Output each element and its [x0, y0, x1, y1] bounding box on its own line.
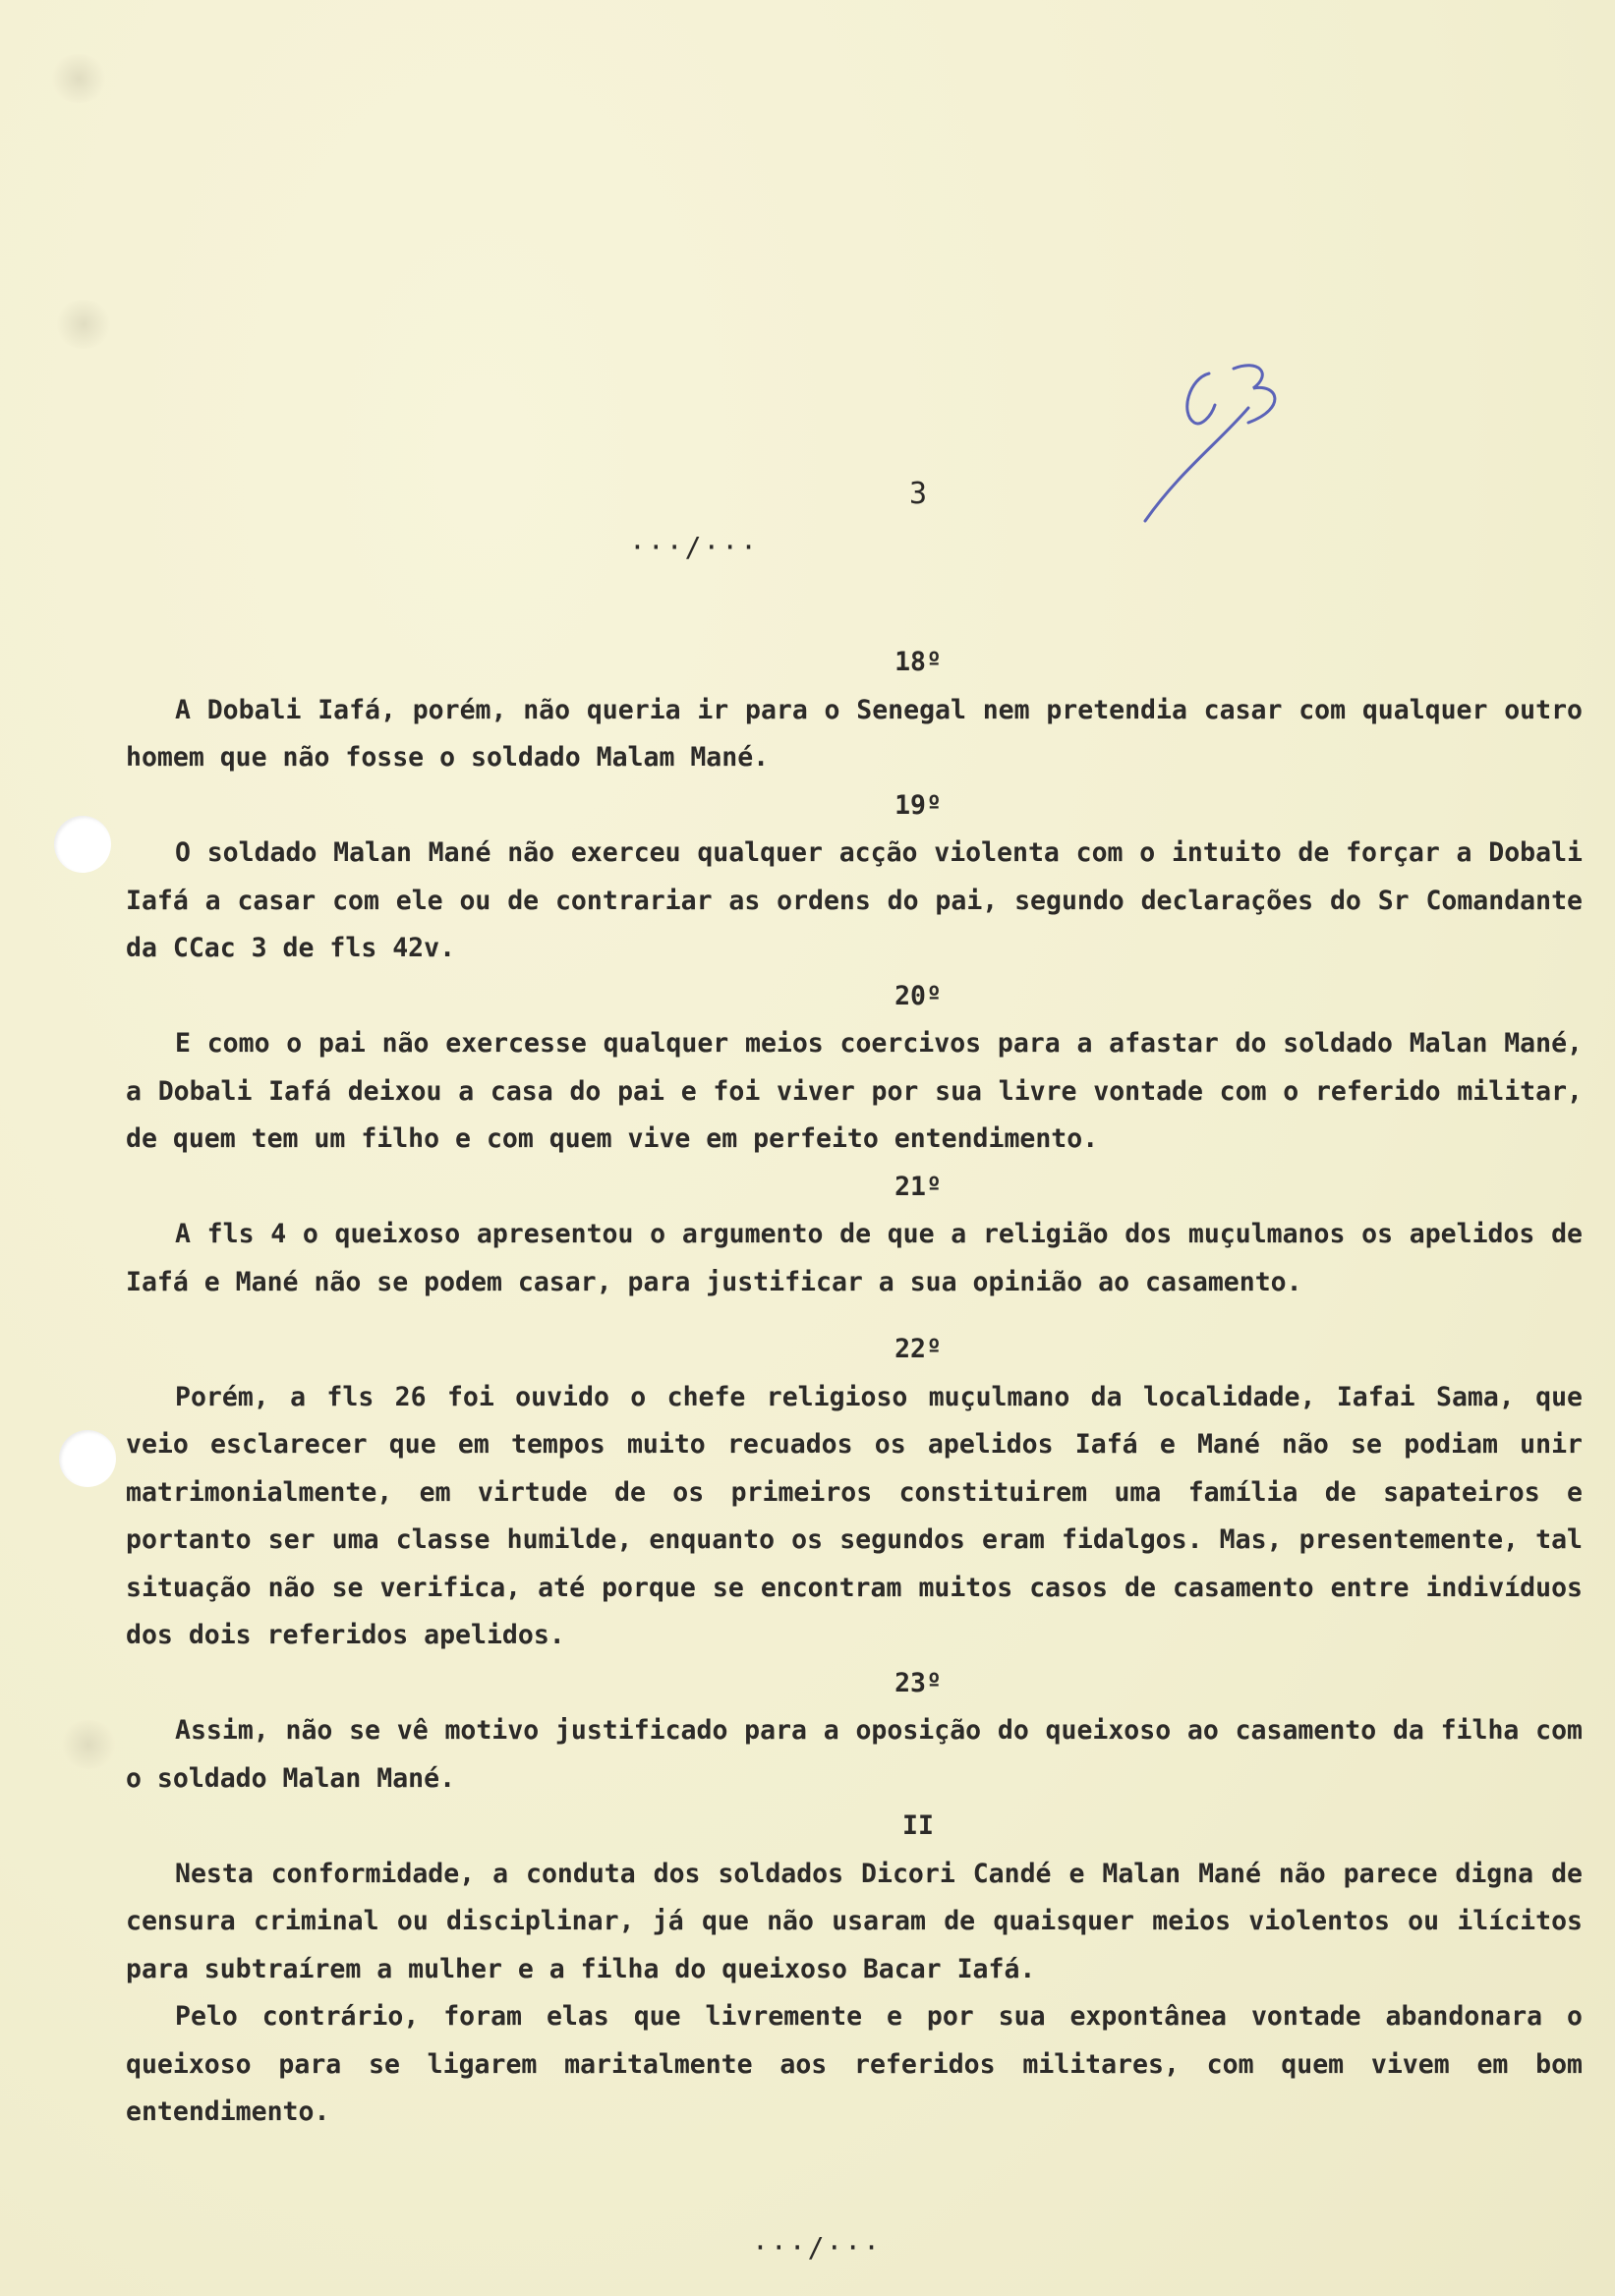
section-heading: 20º — [894, 980, 942, 1011]
paragraph: A fls 4 o queixoso apresentou o argumento de que a religião dos muçulmanos os apelidos de Iafá e Mané não se podem casar, para justificar a sua opinião ao casamento. — [126, 1219, 1583, 1297]
paragraph: E como o pai não exercesse qualquer meios coercivos para a afastar do soldado Malan Mané, a Dobali Iafá deixou a casa do pai e foi viver por sua livre vontade com o referido militar, de quem tem um filho e com quem vive em perfeito entendimento. — [126, 1028, 1583, 1154]
punch-hole — [59, 1430, 116, 1487]
section-23 — [126, 1660, 1583, 1804]
paragraph: A Dobali Iafá, porém, não queria ir para o Senegal nem pretendia casar com qualquer outro homem que não fosse o soldado Malam Mané. — [126, 694, 1583, 773]
paragraph: O soldado Malan Mané não exerceu qualquer acção violenta com o intuito de forçar a Dobali Iafá a casar com ele ou de contrariar as ordens do pai, segundo declarações do Sr Comandante da CCac 3 de fls 42v. — [126, 837, 1583, 963]
page-number: 3 — [909, 477, 928, 511]
section-heading: 18º — [894, 647, 942, 677]
paragraph: Nesta conformidade, a conduta dos soldados Dicori Candé e Malan Mané não parece digna de censura criminal ou disciplinar, já que não usaram de quaisquer meios violentos ou ilícitos para subtraírem a mulher e a filha do queixoso Bacar Iafá. — [126, 1858, 1583, 1984]
continuation-mark-top: ···/··· — [629, 531, 760, 563]
section-21 — [126, 1164, 1583, 1307]
continuation-mark-bottom: ···/··· — [752, 2231, 883, 2264]
punch-hole — [54, 816, 111, 873]
paper-stain — [54, 300, 113, 349]
section-19 — [126, 782, 1583, 973]
section-heading: 23º — [894, 1667, 942, 1698]
paper-stain — [59, 1720, 118, 1769]
paragraph: Porém, a fls 26 foi ouvido o chefe religioso muçulmano da localidade, Iafai Sama, que veio esclarecer que em tempos muito recuados os apelidos Iafá e Mané não se podiam unir matrimonialmente, em virtude de os primeiros constituirem uma família de sapateiros e portanto ser uma classe humilde, enquanto os segundos eram fidalgos. Mas, presentemente, tal situação não se verifica, até porque se encontram muitos casos de casamento entre indivíduos dos dois referidos apelidos. — [126, 1381, 1583, 1650]
paragraph: Pelo contrário, foram elas que livremente e por sua expontânea vontade abandonara o queixoso para se ligarem maritalmente aos referidos militares, com quem vivem em bom entendimento. — [126, 2001, 1583, 2127]
paragraph: Assim, não se vê motivo justificado para a oposição do queixoso ao casamento da filha com o soldado Malan Mané. — [126, 1715, 1583, 1794]
section-20 — [126, 973, 1583, 1164]
paper-stain — [49, 54, 108, 103]
section-18 — [126, 639, 1583, 782]
section-22 — [126, 1326, 1583, 1660]
section-heading: II — [902, 1810, 934, 1841]
section-heading: 19º — [894, 789, 942, 821]
section-heading: 21º — [894, 1171, 942, 1202]
section-II — [126, 1803, 1583, 2137]
document-body — [126, 639, 1583, 2137]
handwritten-folio-mark — [1140, 354, 1366, 531]
section-heading: 22º — [894, 1334, 942, 1364]
